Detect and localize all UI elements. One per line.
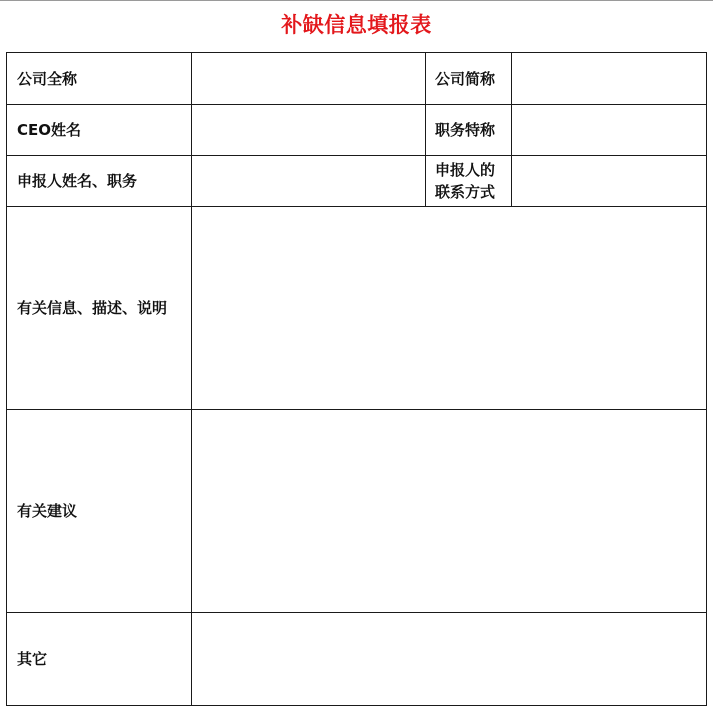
ceo-name-field[interactable] xyxy=(192,105,426,156)
other-label: 其它 xyxy=(7,613,192,706)
applicant-name-position-field[interactable] xyxy=(192,156,426,207)
position-title-label: 职务特称 xyxy=(426,105,512,156)
applicant-name-position-label: 申报人姓名、职务 xyxy=(7,156,192,207)
suggestions-field[interactable] xyxy=(192,410,707,613)
form-row xyxy=(7,156,707,207)
info-form-table xyxy=(6,52,707,706)
suggestions-label: 有关建议 xyxy=(7,410,192,613)
form-row xyxy=(7,105,707,156)
applicant-contact-label: 申报人的联系方式 xyxy=(426,156,512,207)
related-info-label: 有关信息、描述、说明 xyxy=(7,207,192,410)
top-divider xyxy=(0,0,713,1)
position-title-field[interactable] xyxy=(512,105,707,156)
form-row xyxy=(7,613,707,706)
related-info-field[interactable] xyxy=(192,207,707,410)
ceo-name-label: CEO姓名 xyxy=(7,105,192,156)
company-short-name-field[interactable] xyxy=(512,53,707,105)
company-full-name-field[interactable] xyxy=(192,53,426,105)
form-title: 补缺信息填报表 xyxy=(281,13,432,37)
company-full-name-label: 公司全称 xyxy=(7,53,192,105)
form-row xyxy=(7,207,707,410)
other-field[interactable] xyxy=(192,613,707,706)
form-row xyxy=(7,53,707,105)
applicant-contact-field[interactable] xyxy=(512,156,707,207)
form-row xyxy=(7,410,707,613)
company-short-name-label: 公司简称 xyxy=(426,53,512,105)
